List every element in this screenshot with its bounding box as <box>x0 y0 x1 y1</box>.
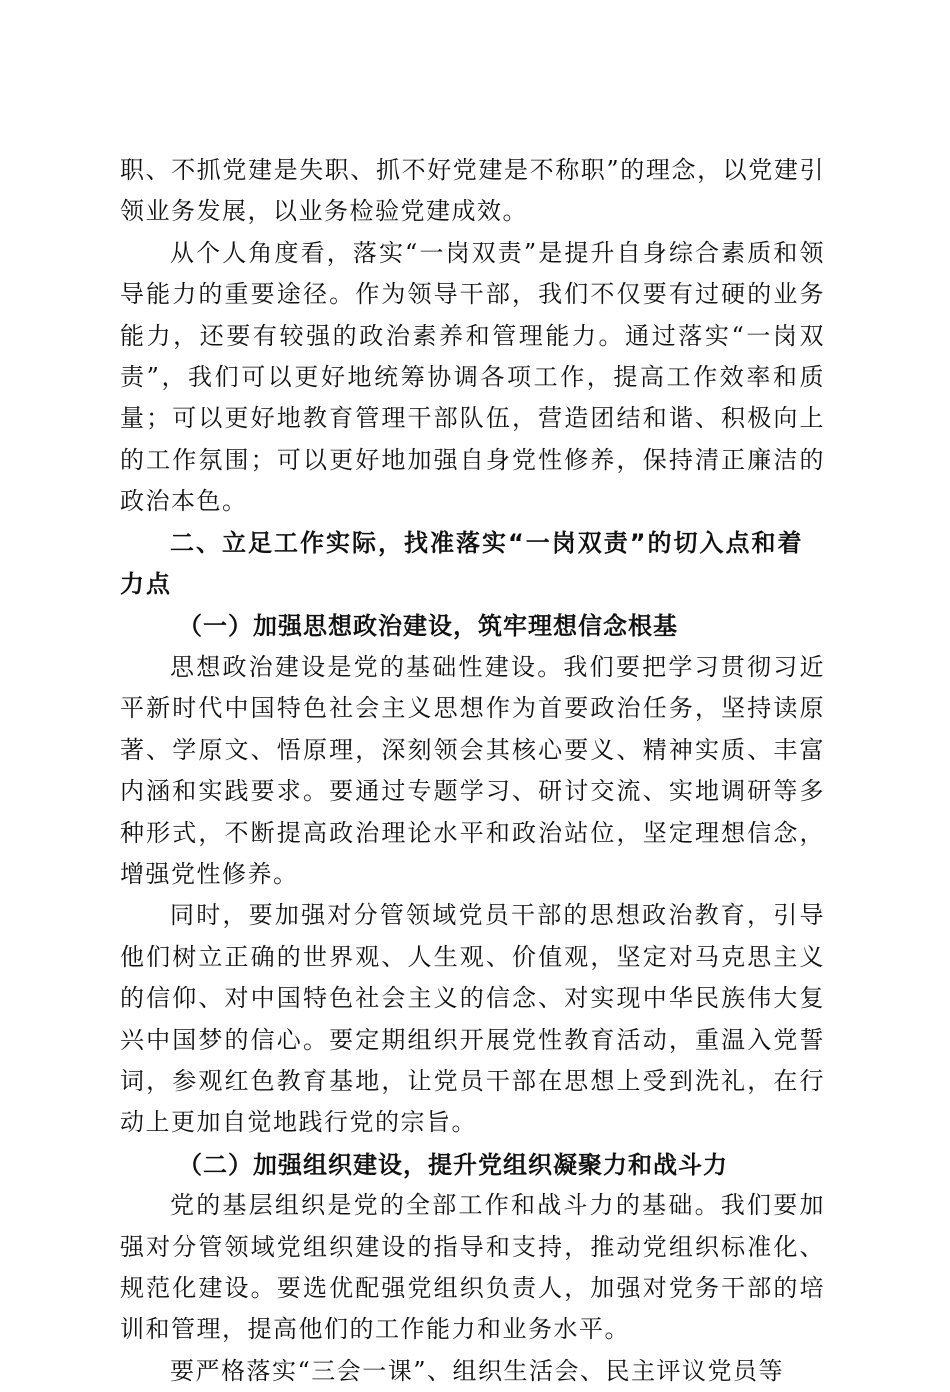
subsection-heading-1: （一）加强思想政治建设，筑牢理想信念根基 <box>178 611 678 641</box>
paragraph-personal-perspective: 从个人角度看，落实“一岗双责”是提升自身综合素质和领导能力的重要途径。作为领导干部，我们不仅要有过硬的业务能力，还要有较强的政治素养和管理能力。通过落实“一岗双责”，我们可以更好地统筹协调各项工作，提高工作效率和质量；可以更好地教育管理干部队伍，营造团结和谐、积极向上的工作氛围；可以更好地加强自身党性修养，保持清正廉洁的政治本色。 <box>120 238 825 516</box>
subsection-heading-2: （二）加强组织建设，提升党组织凝聚力和战斗力 <box>178 1149 728 1179</box>
paragraph-ideological-education: 同时，要加强对分管领域党员干部的思想政治教育，引导他们树立正确的世界观、人生观、价值观，坚定对马克思主义的信仰、对中国特色社会主义的信念、对实现中华民族伟大复兴中国梦的信心。要定期组织开展党性教育活动，重温入党誓词，参观红色教育基地，让党员干部在思想上受到洗礼，在行动上更加自觉地践行党的宗旨。 <box>120 901 825 1137</box>
paragraph-organizational-life: 要严格落实“三会一课”、组织生活会、民主评议党员等 <box>170 1356 785 1385</box>
paragraph-organization-building: 党的基层组织是党的全部工作和战斗力的基础。我们要加强对分管领域党组织建设的指导和支持，推动党组织标准化、规范化建设。要选优配强党组织负责人，加强对党务干部的培训和管理，提高他们的工作能力和业务水平。 <box>120 1191 825 1344</box>
paragraph-continuation: 职、不抓党建是失职、抓不好党建是不称职”的理念，以党建引领业务发展，以业务检验党建成效。 <box>120 156 825 226</box>
paragraph-ideological-building: 思想政治建设是党的基础性建设。我们要把学习贯彻习近平新时代中国特色社会主义思想作为首要政治任务，坚持读原著、学原文、悟原理，深刻领会其核心要义、精神实质、丰富内涵和实践要求。要通过专题学习、研讨交流、实地调研等多种形式，不断提高政治理论水平和政治站位，坚定理想信念，增强党性修养。 <box>120 652 825 888</box>
section-heading-2: 二、立足工作实际，找准落实“一岗双责”的切入点和着力点 <box>120 528 804 599</box>
document-page <box>120 150 825 1392</box>
